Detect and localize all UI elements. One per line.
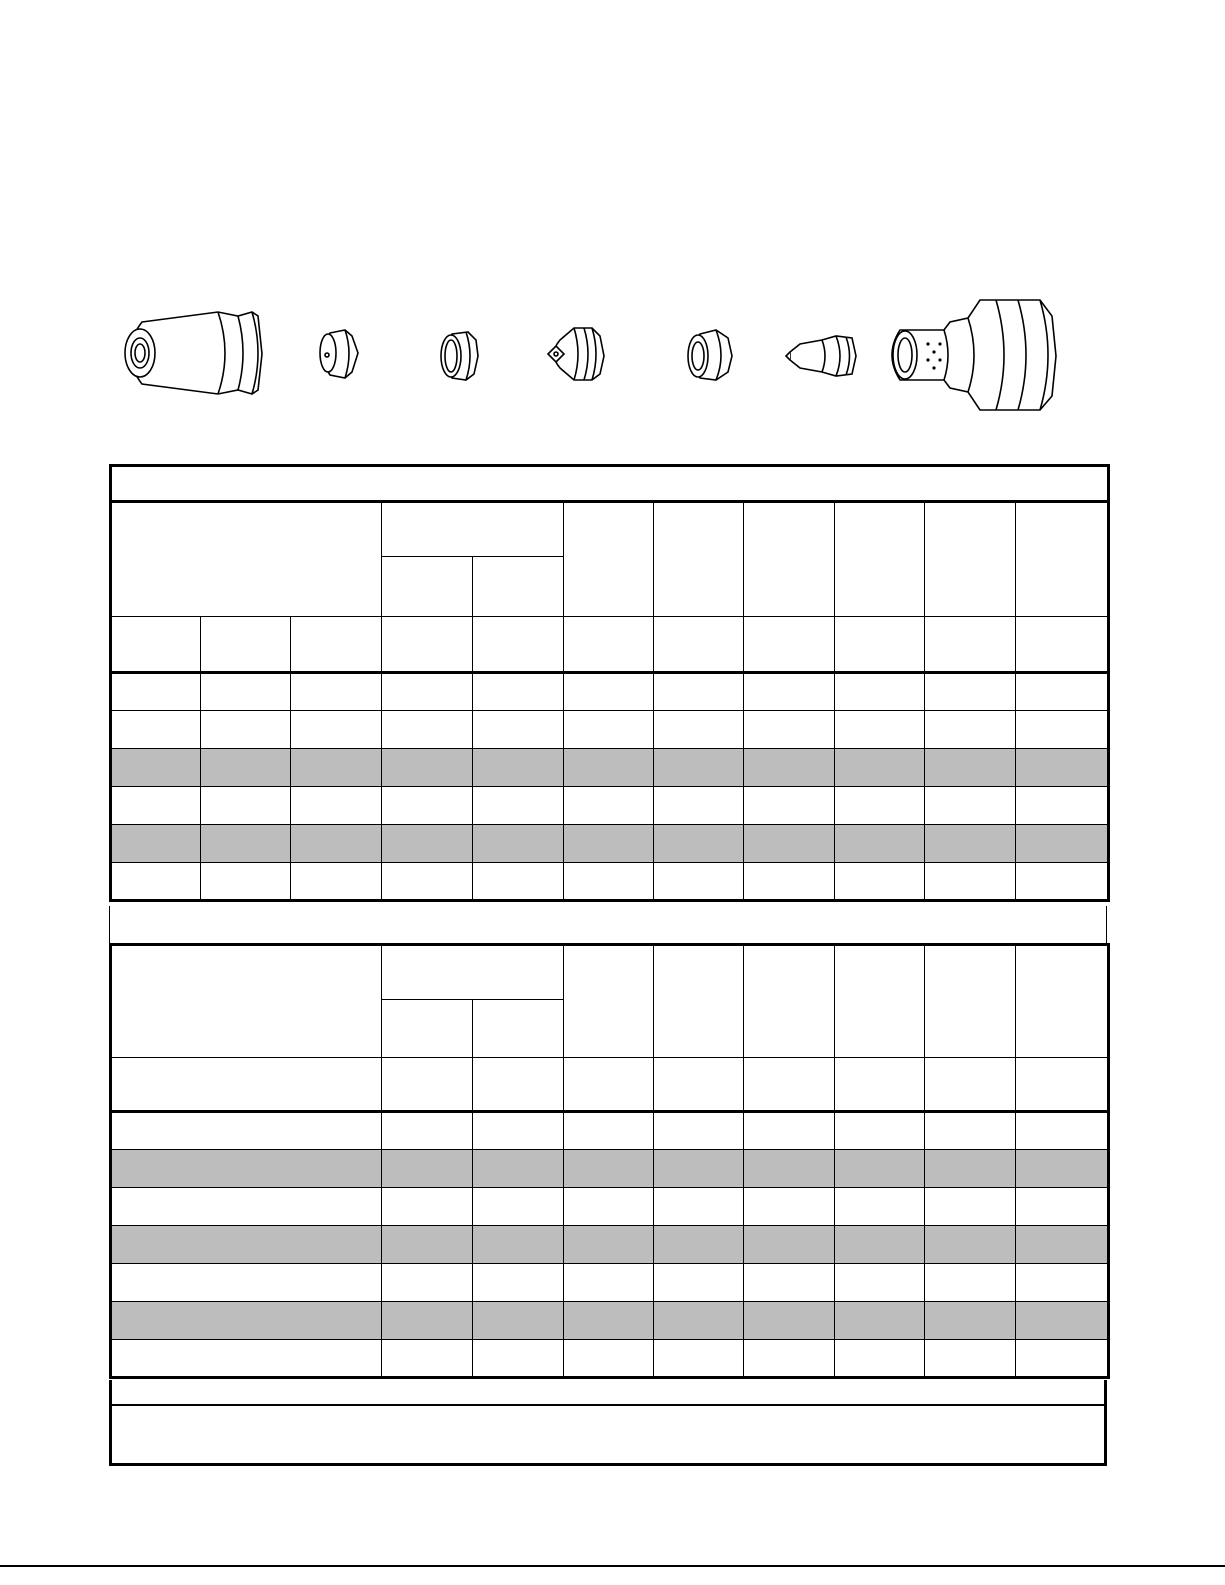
- table-cell: [291, 673, 382, 711]
- table-cell: [564, 749, 654, 787]
- table-cell: [201, 711, 291, 749]
- subheader-cell: [564, 1058, 654, 1112]
- table-cell: [925, 673, 1016, 711]
- table-cell: [925, 1302, 1016, 1340]
- table-cell: [835, 711, 925, 749]
- header-sub: [382, 557, 473, 617]
- table-cell: [473, 749, 564, 787]
- header-cell: [564, 945, 654, 1058]
- header-cell: [1016, 945, 1109, 1058]
- table-cell: [1016, 1112, 1109, 1150]
- table-row: [111, 1302, 1109, 1340]
- table-cell: [654, 1112, 744, 1150]
- table-cell: [654, 749, 744, 787]
- table-cell: [1016, 711, 1109, 749]
- table-cell: [201, 787, 291, 825]
- table-cell: [835, 749, 925, 787]
- header-group: [382, 502, 564, 557]
- table-cell: [1016, 1188, 1109, 1226]
- table-cell: [835, 1226, 925, 1264]
- table-row: [111, 1188, 1109, 1226]
- table-cell: [564, 825, 654, 863]
- table-row: [111, 673, 1109, 711]
- subheader-cell: [654, 617, 744, 673]
- table-cell: [654, 1302, 744, 1340]
- table-cell: [201, 825, 291, 863]
- subheader-cell: [925, 1058, 1016, 1112]
- table-cell: [744, 1112, 835, 1150]
- table-cell: [835, 825, 925, 863]
- table-cell: [473, 1226, 564, 1264]
- table-cell: [564, 1112, 654, 1150]
- table-cell: [925, 1150, 1016, 1188]
- subheader-cell: [835, 1058, 925, 1112]
- table-cell: [1016, 749, 1109, 787]
- table-cell: [382, 1340, 473, 1378]
- table-cell: [111, 1302, 382, 1340]
- table-cell: [744, 1302, 835, 1340]
- table-row: [111, 749, 1109, 787]
- table-cell: [744, 711, 835, 749]
- table-cell: [744, 1150, 835, 1188]
- table-cell: [564, 787, 654, 825]
- table-cell: [111, 711, 201, 749]
- table-cell: [744, 863, 835, 901]
- consumables-table-top: [109, 464, 1110, 902]
- table-row: [111, 1340, 1109, 1378]
- subheader-cell: [744, 1058, 835, 1112]
- table-cell: [382, 711, 473, 749]
- footer-notes: [109, 1380, 1107, 1466]
- table-row: [111, 787, 1109, 825]
- table-cell: [744, 1340, 835, 1378]
- electrode-icon: [786, 336, 856, 376]
- table-cell: [382, 1264, 473, 1302]
- table-cell: [111, 825, 201, 863]
- table-cell: [111, 787, 201, 825]
- subheader-cell: [111, 1058, 382, 1112]
- table-cell: [835, 1340, 925, 1378]
- table-separator: [109, 906, 1107, 943]
- table-cell: [654, 673, 744, 711]
- table-cell: [111, 749, 201, 787]
- shield-cup-icon: [125, 312, 262, 394]
- header-cell: [925, 502, 1016, 617]
- table-cell: [835, 863, 925, 901]
- subheader-cell: [382, 1058, 473, 1112]
- subheader-cell: [925, 617, 1016, 673]
- table-cell: [744, 673, 835, 711]
- table-row: [111, 711, 1109, 749]
- torch-head-icon: [892, 300, 1056, 410]
- table-cell: [473, 1302, 564, 1340]
- table-title: [111, 466, 1109, 502]
- table-cell: [835, 1302, 925, 1340]
- table-cell: [835, 1188, 925, 1226]
- table-cell: [382, 673, 473, 711]
- table-cell: [654, 1264, 744, 1302]
- table-cell: [925, 1340, 1016, 1378]
- subheader-cell: [291, 617, 382, 673]
- table-cell: [654, 1150, 744, 1188]
- table-cell: [473, 711, 564, 749]
- nozzle-icon: [548, 328, 604, 380]
- subheader-cell: [111, 617, 201, 673]
- table-cell: [111, 673, 201, 711]
- table-cell: [654, 1226, 744, 1264]
- table-row: [111, 1112, 1109, 1150]
- table-cell: [925, 1226, 1016, 1264]
- table-cell: [111, 1112, 382, 1150]
- table-cell: [744, 1226, 835, 1264]
- subheader-cell: [201, 617, 291, 673]
- subheader-cell: [473, 1058, 564, 1112]
- table-cell: [925, 749, 1016, 787]
- table-cell: [111, 1188, 382, 1226]
- table-cell: [654, 863, 744, 901]
- header-cell: [654, 945, 744, 1058]
- header-cell: [835, 502, 925, 617]
- table-row: [111, 1226, 1109, 1264]
- table-cell: [744, 749, 835, 787]
- header-cell: [744, 502, 835, 617]
- consumable-parts-illustration: [0, 0, 1225, 460]
- table-cell: [835, 1112, 925, 1150]
- table-cell: [111, 1150, 382, 1188]
- table-cell: [111, 1226, 382, 1264]
- table-cell: [564, 711, 654, 749]
- table-row: [111, 825, 1109, 863]
- subheader-cell: [1016, 1058, 1109, 1112]
- table-cell: [925, 1188, 1016, 1226]
- table-cell: [473, 825, 564, 863]
- table-row: [111, 1150, 1109, 1188]
- table-cell: [925, 863, 1016, 901]
- table-cell: [382, 1302, 473, 1340]
- table-cell: [654, 711, 744, 749]
- header-sub: [382, 1000, 473, 1058]
- table-cell: [564, 1226, 654, 1264]
- table-cell: [473, 787, 564, 825]
- table-body-top: [111, 673, 1109, 901]
- table-cell: [291, 825, 382, 863]
- subheader-cell: [1016, 617, 1109, 673]
- table-cell: [925, 1264, 1016, 1302]
- table-cell: [201, 863, 291, 901]
- table-cell: [564, 1340, 654, 1378]
- table-cell: [1016, 1226, 1109, 1264]
- header-group: [382, 945, 564, 1000]
- table-cell: [744, 1188, 835, 1226]
- table-cell: [291, 711, 382, 749]
- table-row: [111, 1264, 1109, 1302]
- table-cell: [382, 1112, 473, 1150]
- table-cell: [201, 749, 291, 787]
- table-cell: [382, 1226, 473, 1264]
- table-cell: [835, 787, 925, 825]
- table-cell: [925, 787, 1016, 825]
- table-cell: [111, 863, 201, 901]
- table-cell: [925, 825, 1016, 863]
- table-cell: [744, 1264, 835, 1302]
- table-row: [111, 863, 1109, 901]
- table-cell: [925, 711, 1016, 749]
- subheader-cell: [382, 617, 473, 673]
- header-sub: [473, 1000, 564, 1058]
- table-cell: [1016, 673, 1109, 711]
- subheader-cell: [835, 617, 925, 673]
- table-cell: [111, 1264, 382, 1302]
- subheader-cell: [564, 617, 654, 673]
- header-cell: [654, 502, 744, 617]
- table-cell: [654, 1188, 744, 1226]
- table-cell: [564, 1302, 654, 1340]
- table-cell: [111, 1340, 382, 1378]
- table-cell: [925, 1112, 1016, 1150]
- table-body-bottom: [111, 1112, 1109, 1378]
- table-cell: [1016, 1150, 1109, 1188]
- table-cell: [473, 673, 564, 711]
- header-cell: [1016, 502, 1109, 617]
- table-cell: [654, 825, 744, 863]
- table-cell: [654, 1340, 744, 1378]
- table-cell: [382, 863, 473, 901]
- table-cell: [835, 673, 925, 711]
- table-cell: [564, 673, 654, 711]
- header-cell: [925, 945, 1016, 1058]
- table-cell: [291, 863, 382, 901]
- table-cell: [473, 1340, 564, 1378]
- table-cell: [744, 825, 835, 863]
- table-cell: [291, 787, 382, 825]
- subheader-cell: [654, 1058, 744, 1112]
- subheader-cell: [473, 617, 564, 673]
- table-cell: [564, 1264, 654, 1302]
- subheader-cell: [744, 617, 835, 673]
- consumables-table-bottom: [109, 943, 1110, 1379]
- table-cell: [382, 1188, 473, 1226]
- header-sub: [473, 557, 564, 617]
- footer-divider: [112, 1404, 1104, 1406]
- table-cell: [473, 1188, 564, 1226]
- table-cell: [382, 787, 473, 825]
- shield-cap-icon: [320, 330, 358, 378]
- table-cell: [835, 1264, 925, 1302]
- table-cell: [473, 1150, 564, 1188]
- table-cell: [382, 749, 473, 787]
- table-cell: [564, 863, 654, 901]
- table-cell: [1016, 1264, 1109, 1302]
- swirl-ring-icon: [688, 330, 732, 380]
- table-cell: [382, 1150, 473, 1188]
- table-cell: [473, 863, 564, 901]
- table-cell: [473, 1264, 564, 1302]
- retaining-ring-icon: [441, 332, 478, 380]
- table-cell: [1016, 1340, 1109, 1378]
- table-cell: [1016, 1302, 1109, 1340]
- table-cell: [382, 825, 473, 863]
- table-cell: [473, 1112, 564, 1150]
- table-cell: [564, 1188, 654, 1226]
- header-cell: [835, 945, 925, 1058]
- table-cell: [744, 787, 835, 825]
- table-cell: [835, 1150, 925, 1188]
- header-cell: [111, 945, 382, 1058]
- page-bottom-rule: [0, 1565, 1225, 1567]
- header-cell: [564, 502, 654, 617]
- table-cell: [1016, 787, 1109, 825]
- table-cell: [654, 787, 744, 825]
- table-cell: [201, 673, 291, 711]
- table-cell: [291, 749, 382, 787]
- table-cell: [564, 1150, 654, 1188]
- table-cell: [1016, 863, 1109, 901]
- header-cell: [744, 945, 835, 1058]
- header-cell: [111, 502, 382, 617]
- table-cell: [1016, 825, 1109, 863]
